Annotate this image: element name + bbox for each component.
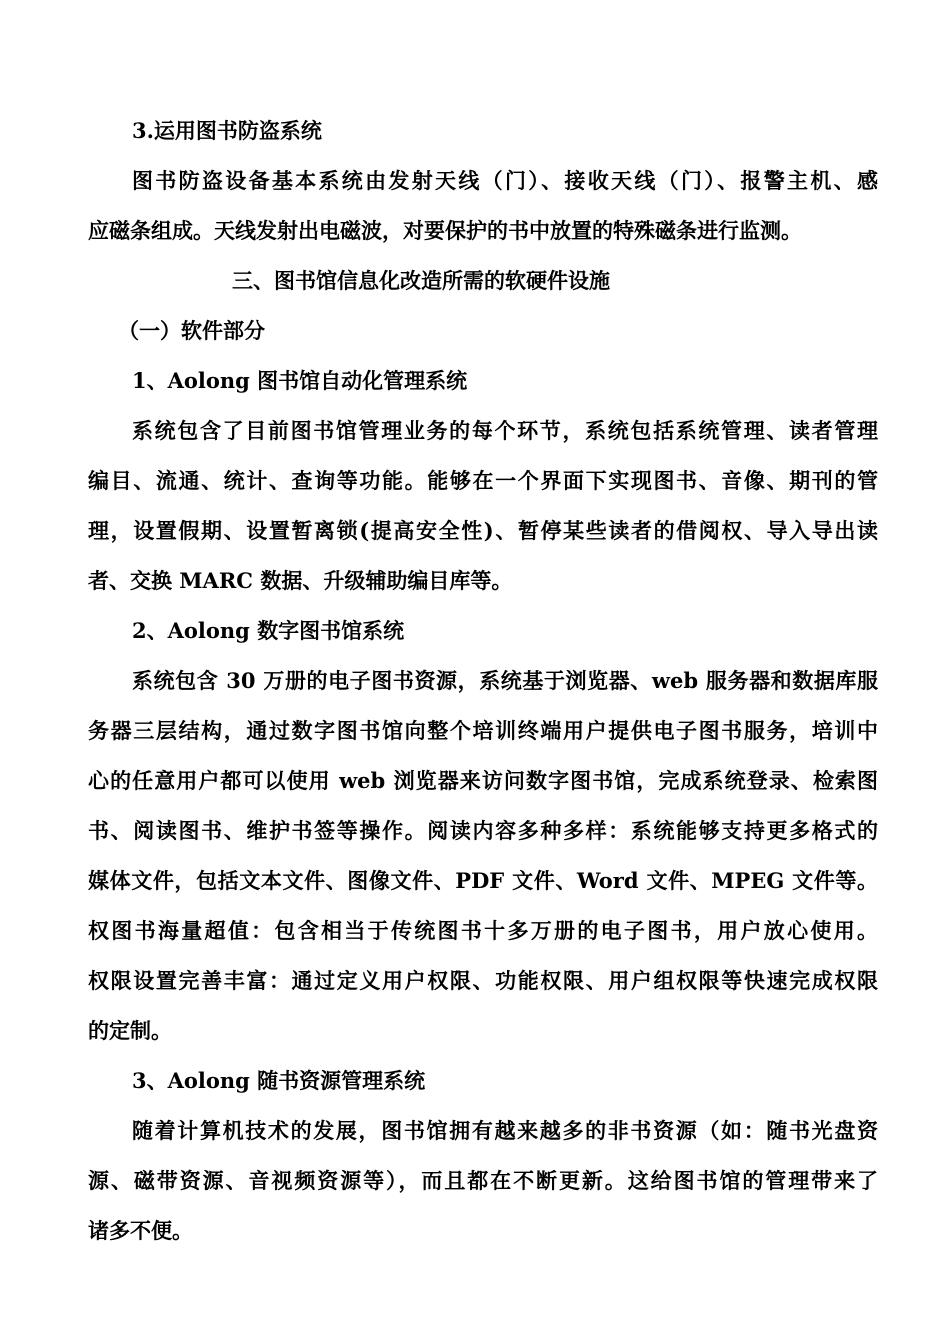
paragraph-line: 系统包含 30 万册的电子图书资源，系统基于浏览器、web 服务器和数据库服 — [132, 668, 878, 693]
item-heading-automation: 1、Aolong 图书馆自动化管理系统 — [132, 368, 468, 393]
paragraph-line: 应磁条组成。天线发射出电磁波，对要保护的书中放置的特殊磁条进行监测。 — [88, 218, 802, 243]
paragraph-line: 的定制。 — [88, 1018, 172, 1043]
paragraph-line: 理，设置假期、设置暂离锁(提高安全性)、暂停某些读者的借阅权、导入导出读 — [88, 518, 878, 543]
paragraph-line: 心的任意用户都可以使用 web 浏览器来访问数字图书馆，完成系统登录、检索图 — [88, 768, 878, 793]
paragraph-line: 务器三层结构，通过数字图书馆向整个培训终端用户提供电子图书服务，培训中 — [88, 718, 878, 743]
item-heading-digital-library: 2、Aolong 数字图书馆系统 — [132, 618, 405, 643]
paragraph-line: 者、交换 MARC 数据、升级辅助编目库等。 — [88, 568, 513, 593]
document-body — [88, 106, 878, 1256]
paragraph-line: 编目、流通、统计、查询等功能。能够在一个界面下实现图书、音像、期刊的管 — [88, 468, 878, 493]
paragraph-line: 系统包含了目前图书馆管理业务的每个环节，系统包括系统管理、读者管理 — [132, 418, 878, 443]
paragraph-line: 随着计算机技术的发展，图书馆拥有越来越多的非书资源（如：随书光盘资 — [132, 1118, 878, 1143]
paragraph-line: 图书防盗设备基本系统由发射天线（门）、接收天线（门）、报警主机、感 — [132, 168, 878, 193]
paragraph-line: 诸多不便。 — [88, 1218, 193, 1243]
chapter-heading: 三、图书馆信息化改造所需的软硬件设施 — [232, 268, 610, 293]
paragraph-line: 权图书海量超值：包含相当于传统图书十多万册的电子图书，用户放心使用。 — [88, 918, 878, 943]
section-heading-anti-theft: 3.运用图书防盗系统 — [132, 118, 322, 143]
subsection-heading-software: （一）软件部分 — [118, 318, 265, 343]
paragraph-line: 权限设置完善丰富：通过定义用户权限、功能权限、用户组权限等快速完成权限 — [88, 968, 878, 993]
paragraph-line: 媒体文件，包括文本文件、图像文件、PDF 文件、Word 文件、MPEG 文件等。 — [88, 868, 878, 893]
item-heading-resource-management: 3、Aolong 随书资源管理系统 — [132, 1068, 426, 1093]
paragraph-line: 源、磁带资源、音视频资源等），而且都在不断更新。这给图书馆的管理带来了 — [88, 1168, 878, 1193]
paragraph-line: 书、阅读图书、维护书签等操作。阅读内容多种多样：系统能够支持更多格式的 — [88, 818, 878, 843]
